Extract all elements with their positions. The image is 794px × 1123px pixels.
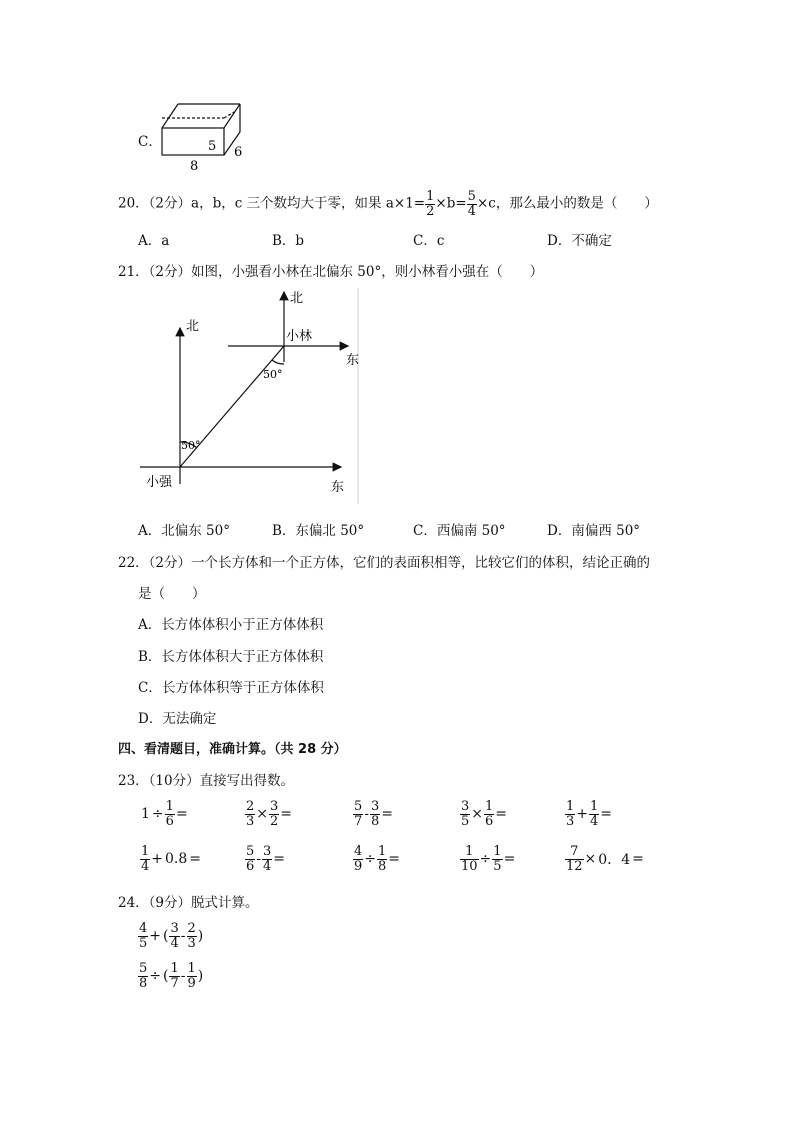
north-label-xiaolin: 北 xyxy=(290,291,304,306)
q23-operand: 0.8 xyxy=(165,851,188,868)
q23-item xyxy=(140,800,189,828)
angle-label-1: 50° xyxy=(181,439,201,452)
q20-stem-mid: ×b= xyxy=(435,195,467,212)
q23-equals: = xyxy=(600,806,613,823)
q23-operator: × xyxy=(584,851,597,868)
q23-item xyxy=(245,800,293,828)
q23-item xyxy=(565,845,645,873)
q23-operand: $\frac{1}{6}$ xyxy=(165,799,174,829)
q20-option-b: B．b xyxy=(272,233,305,249)
q23-item xyxy=(460,800,508,828)
q23-equals: = xyxy=(503,851,516,868)
q23-operator: ÷ xyxy=(364,851,377,868)
q21-option-b: B．东偏北 50° xyxy=(272,523,365,539)
q20-option-a: A．a xyxy=(138,233,170,249)
q21-option-c: C．西偏南 50° xyxy=(413,523,506,539)
q23-item xyxy=(245,845,286,873)
q23-operand: $\frac{1}{6}$ xyxy=(485,799,494,829)
north-label-xiaoqiang: 北 xyxy=(186,319,200,334)
q23-stem: 23．（10分）直接写出得数。 xyxy=(118,773,295,789)
q23-operator: ÷ xyxy=(151,806,164,823)
q23-equals: = xyxy=(175,806,188,823)
q23-item xyxy=(353,800,394,828)
q20-fraction-1: $\frac{1}{2}$ xyxy=(426,189,435,219)
q23-item xyxy=(460,845,516,873)
q23-operand: 1 xyxy=(141,806,150,823)
q24-operand: $\frac{4}{5}$ xyxy=(139,921,148,951)
q21-stem: 21．（2分）如图，小强看小林在北偏东 50°，则小林看小强在（ ） xyxy=(118,264,544,280)
q23-operator: + xyxy=(151,851,164,868)
q23-operator: ÷ xyxy=(479,851,492,868)
east-label-xiaolin: 东 xyxy=(346,353,360,368)
q24-operand: $\frac{2}{3}$ xyxy=(187,921,196,951)
q23-item xyxy=(140,845,202,873)
q22-option-d: D．无法确定 xyxy=(138,711,217,727)
east-label-xiaoqiang: 东 xyxy=(331,480,345,495)
q24-paren-open: ( xyxy=(163,928,169,945)
q23-equals: = xyxy=(388,851,401,868)
q24-operand: $\frac{3}{4}$ xyxy=(170,921,179,951)
q23-equals: = xyxy=(632,851,644,868)
q23-operand: $\frac{1}{4}$ xyxy=(141,844,150,874)
q23-equals: = xyxy=(280,806,293,823)
q24-paren-open: ( xyxy=(163,968,169,985)
q23-equals: = xyxy=(381,806,394,823)
q23-operand: $\frac{1}{10}$ xyxy=(461,844,478,874)
q23-operator: + xyxy=(576,806,589,823)
q24-expression xyxy=(138,922,204,950)
q23-item xyxy=(353,845,401,873)
q23-operator: - xyxy=(256,851,262,868)
cuboid-length-label: 8 xyxy=(190,159,199,174)
q23-operand: $\frac{7}{12}$ xyxy=(566,844,583,874)
xiaoqiang-label: 小强 xyxy=(146,475,173,490)
q23-operand: $\frac{4}{9}$ xyxy=(354,844,363,874)
q23-operand: $\frac{1}{4}$ xyxy=(590,799,599,829)
q23-operand: $\frac{1}{8}$ xyxy=(378,844,387,874)
q20-stem-prefix: 20．（2分）a，b，c 三个数均大于零，如果 a×1= xyxy=(118,195,426,212)
q24-paren-close: ) xyxy=(197,968,204,985)
section-4-title: 四、看清题目，准确计算。（共 28 分） xyxy=(118,742,347,757)
direction-figure xyxy=(138,284,368,510)
cuboid-height-label: 5 xyxy=(208,139,217,154)
cuboid-figure xyxy=(158,100,248,175)
q23-operand: $\frac{3}{4}$ xyxy=(263,844,272,874)
q24-operator: - xyxy=(180,928,186,945)
q23-operand: $\frac{2}{3}$ xyxy=(246,799,255,829)
q20-stem-suffix: ×c，那么最小的数是（ ） xyxy=(476,195,658,212)
q20-option-d: D．不确定 xyxy=(547,233,612,249)
q21-option-a: A．北偏东 50° xyxy=(138,523,230,539)
q23-equals: = xyxy=(273,851,286,868)
q23-operand: $\frac{3}{2}$ xyxy=(270,799,279,829)
q24-operand: $\frac{1}{9}$ xyxy=(187,961,196,991)
q22-option-a: A．长方体体积小于正方体体积 xyxy=(138,617,324,633)
q23-operand: $\frac{1}{5}$ xyxy=(493,844,502,874)
q23-equals: = xyxy=(495,806,508,823)
q23-operand: $\frac{1}{3}$ xyxy=(566,799,575,829)
q24-operand: $\frac{5}{8}$ xyxy=(139,961,148,991)
q24-operator: ÷ xyxy=(149,968,162,985)
q24-stem: 24．（9分）脱式计算。 xyxy=(118,895,259,911)
q19-option-c-label: C． xyxy=(138,134,162,150)
angle-label-2: 50° xyxy=(263,368,283,381)
q21-option-d: D．南偏西 50° xyxy=(547,523,641,539)
q24-operator: + xyxy=(149,928,162,945)
q23-equals: = xyxy=(189,851,202,868)
q23-operator: × xyxy=(471,806,484,823)
q23-operator: × xyxy=(256,806,269,823)
q23-operand: $\frac{3}{8}$ xyxy=(371,799,380,829)
q23-operand: 0．4 xyxy=(598,852,631,869)
q23-operator: - xyxy=(364,806,370,823)
q23-operand: $\frac{5}{6}$ xyxy=(246,844,255,874)
q20-option-c: C．c xyxy=(413,233,445,249)
q23-item xyxy=(565,800,613,828)
xiaolin-label: 小林 xyxy=(286,329,313,344)
q23-operand: $\frac{5}{7}$ xyxy=(354,799,363,829)
q24-operand: $\frac{1}{7}$ xyxy=(170,961,179,991)
q23-operand: $\frac{3}{5}$ xyxy=(461,799,470,829)
cuboid-width-label: 6 xyxy=(234,145,243,160)
q20-stem xyxy=(118,190,658,218)
q22-option-c: C．长方体体积等于正方体体积 xyxy=(138,680,324,696)
q22-stem-line1: 22．（2分）一个长方体和一个正方体，它们的表面积相等，比较它们的体积，结论正确的 xyxy=(118,555,651,571)
q20-fraction-2: $\frac{5}{4}$ xyxy=(467,189,476,219)
q24-paren-close: ) xyxy=(197,928,204,945)
q22-option-b: B．长方体体积大于正方体体积 xyxy=(138,649,324,665)
q22-stem-line2: 是（ ） xyxy=(138,586,206,602)
q24-expression xyxy=(138,962,204,990)
q24-operator: - xyxy=(180,968,186,985)
